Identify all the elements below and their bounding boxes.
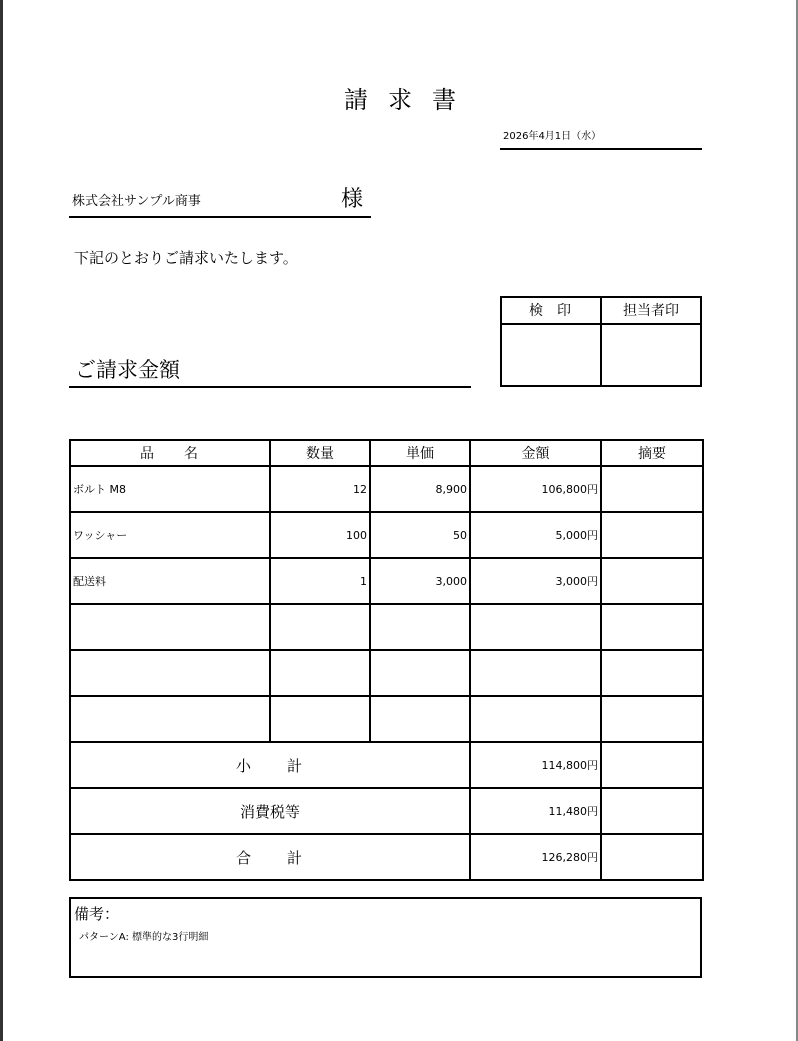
item-unit-price: 3,000 (370, 558, 470, 604)
item-amount (470, 650, 601, 696)
item-amount: 106,800円 (470, 466, 601, 512)
item-quantity (270, 696, 370, 742)
item-name: 配送料 (70, 558, 270, 604)
total-note (601, 834, 703, 880)
item-quantity: 12 (270, 466, 370, 512)
subtotal-label: 小計 (70, 742, 470, 788)
item-amount: 3,000円 (470, 558, 601, 604)
header-note: 摘要 (601, 440, 703, 466)
table-header-row (70, 440, 703, 466)
table-row (70, 650, 703, 696)
item-unit-price (370, 604, 470, 650)
items-table (69, 439, 704, 881)
item-quantity: 100 (270, 512, 370, 558)
table-row (70, 466, 703, 512)
total-value: 126,280円 (470, 834, 601, 880)
item-name (70, 696, 270, 742)
date-field (500, 126, 702, 150)
item-amount (470, 696, 601, 742)
item-unit-price: 50 (370, 512, 470, 558)
total-row (70, 834, 703, 880)
header-quantity: 数量 (270, 440, 370, 466)
item-name: ボルト M8 (70, 466, 270, 512)
tax-value: 11,480円 (470, 788, 601, 834)
client-honorific: 様 (341, 187, 364, 212)
stamp-inspection-label: 検印 (502, 298, 602, 325)
remarks-label: 備考： (74, 905, 120, 923)
item-name (70, 650, 270, 696)
total-label: 合計 (70, 834, 470, 880)
document-title: 請求書 (344, 86, 476, 114)
billing-amount-field (69, 350, 471, 388)
item-unit-price (370, 650, 470, 696)
item-name (70, 604, 270, 650)
table-row (70, 512, 703, 558)
tax-row (70, 788, 703, 834)
item-note (601, 650, 703, 696)
item-name: ワッシャー (70, 512, 270, 558)
stamp-box (500, 296, 702, 387)
header-item-name: 品名 (70, 440, 270, 466)
item-amount: 5,000円 (470, 512, 601, 558)
subtotal-value: 114,800円 (470, 742, 601, 788)
item-note (601, 558, 703, 604)
item-quantity (270, 650, 370, 696)
stamp-inspection-cell (502, 325, 602, 385)
subtotal-row (70, 742, 703, 788)
intro-text: 下記のとおりご請求いたします。 (74, 249, 298, 267)
item-unit-price: 8,900 (370, 466, 470, 512)
table-row (70, 558, 703, 604)
item-note (601, 696, 703, 742)
billing-amount-label: ご請求金額 (75, 358, 180, 382)
subtotal-note (601, 742, 703, 788)
client-field (69, 180, 371, 218)
header-amount: 金額 (470, 440, 601, 466)
tax-note (601, 788, 703, 834)
table-row (70, 696, 703, 742)
item-note (601, 512, 703, 558)
remarks-box (69, 897, 702, 978)
client-name: 株式会社サンプル商事 (72, 194, 201, 209)
item-amount (470, 604, 601, 650)
item-note (601, 466, 703, 512)
item-quantity (270, 604, 370, 650)
stamp-person-label: 担当者印 (602, 298, 700, 325)
item-unit-price (370, 696, 470, 742)
table-row (70, 604, 703, 650)
remarks-text: パターンA: 標準的な3行明細 (79, 932, 209, 943)
page-edge-left (0, 0, 3, 1041)
item-quantity: 1 (270, 558, 370, 604)
tax-label: 消費税等 (70, 788, 470, 834)
issue-date: 2026年4月1日（水） (503, 131, 602, 142)
header-unit-price: 単価 (370, 440, 470, 466)
item-note (601, 604, 703, 650)
